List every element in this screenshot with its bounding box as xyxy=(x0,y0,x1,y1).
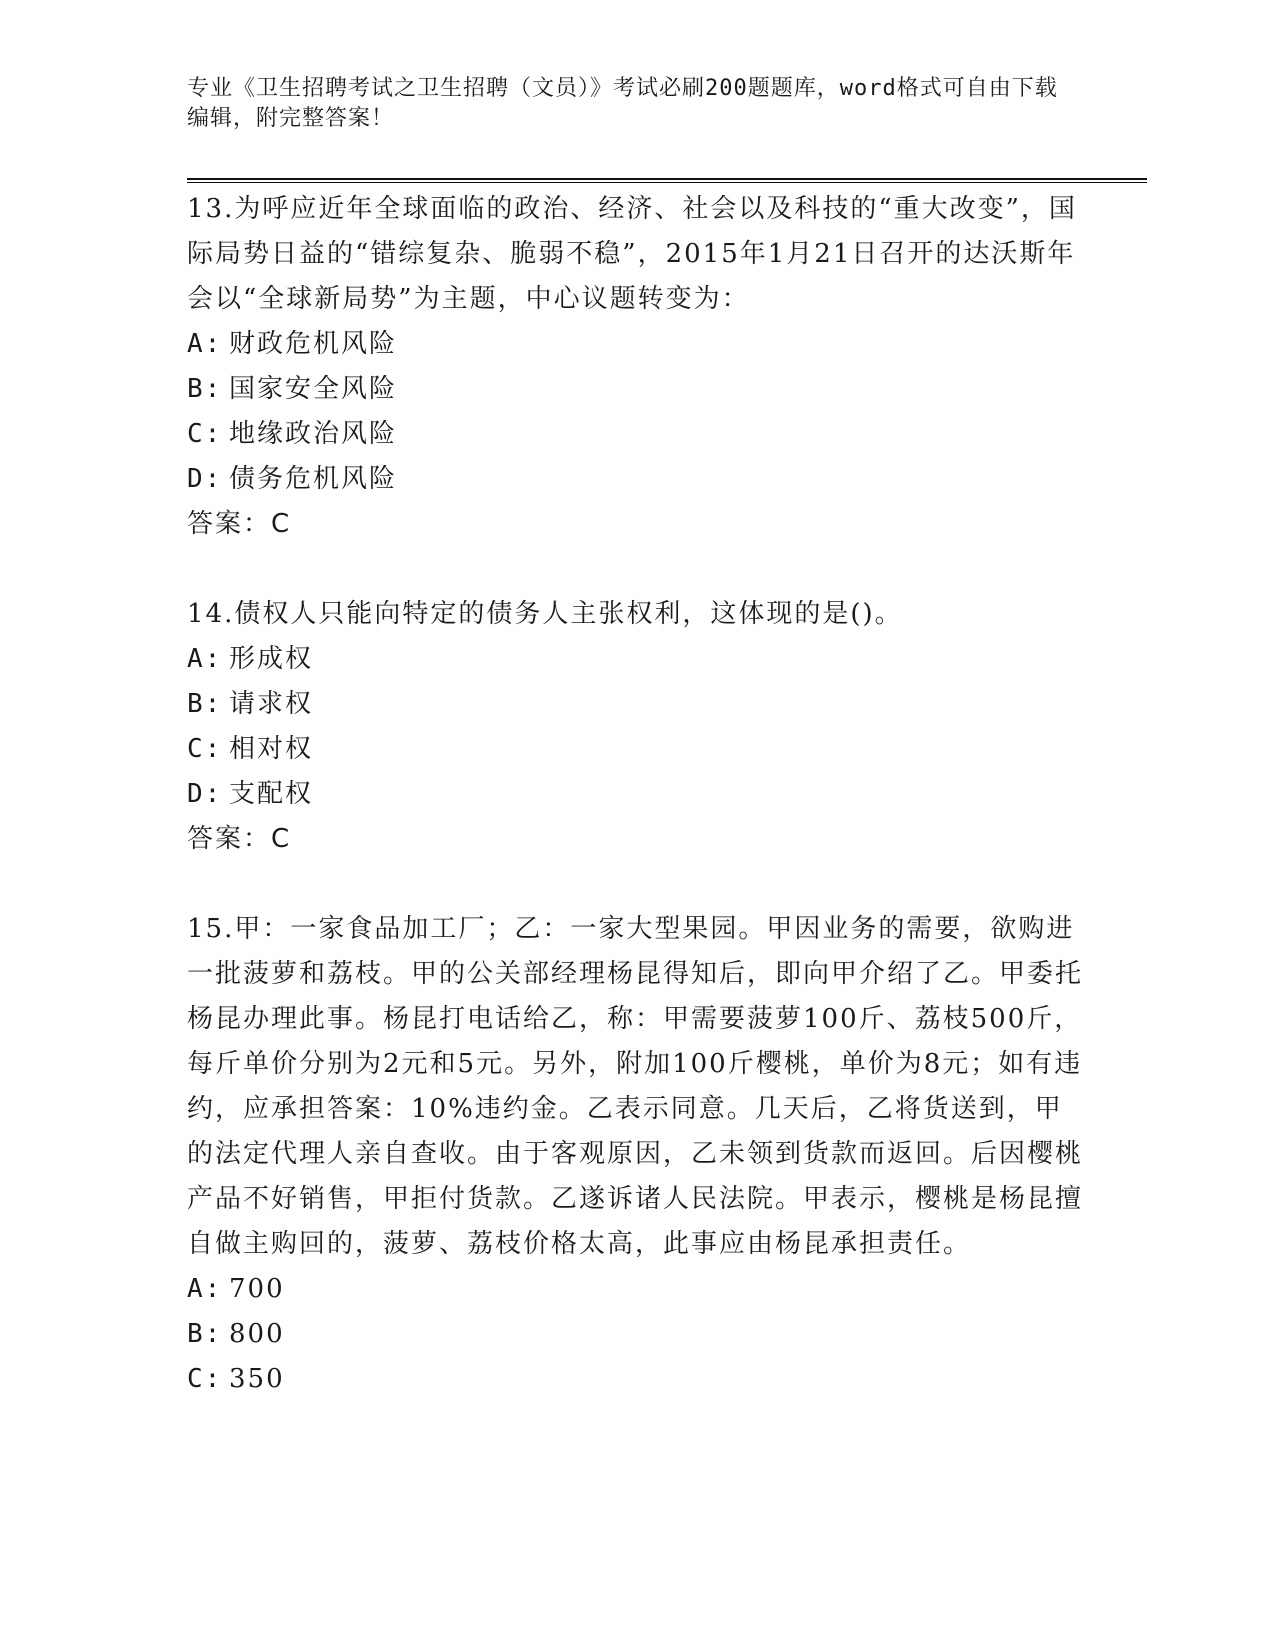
option-b xyxy=(187,682,1087,727)
option-d xyxy=(187,772,1087,817)
header-divider-thin xyxy=(187,182,1147,183)
option-letter: A: xyxy=(187,644,223,674)
option-text: 财政危机风险 xyxy=(229,329,398,359)
question-spacer xyxy=(187,862,1087,907)
option-letter: C: xyxy=(187,1364,223,1394)
option-text: 支配权 xyxy=(229,779,314,809)
option-letter: D: xyxy=(187,464,223,494)
option-text: 相对权 xyxy=(229,734,314,764)
document-header: 专业《卫生招聘考试之卫生招聘（文员）》考试必刷200题题库，word格式可自由下载编辑，附完整答案！ xyxy=(187,76,1058,131)
option-letter: B: xyxy=(187,689,223,719)
option-text: 800 xyxy=(229,1319,285,1349)
option-text: 350 xyxy=(229,1364,285,1394)
option-c xyxy=(187,1357,1087,1402)
question-14 xyxy=(187,592,1087,862)
option-letter: C: xyxy=(187,734,223,764)
option-text: 债务危机风险 xyxy=(229,464,398,494)
option-c xyxy=(187,412,1087,457)
question-13 xyxy=(187,187,1087,547)
option-text: 地缘政治风险 xyxy=(229,419,398,449)
question-list xyxy=(187,187,1087,1402)
question-spacer xyxy=(187,547,1087,592)
question-text: 14.债权人只能向特定的债务人主张权利，这体现的是()。 xyxy=(187,599,903,629)
option-letter: A: xyxy=(187,1274,223,1304)
option-letter: C: xyxy=(187,419,223,449)
option-text: 请求权 xyxy=(229,689,314,719)
option-d xyxy=(187,457,1087,502)
header-divider-thick xyxy=(187,178,1147,180)
question-15 xyxy=(187,907,1087,1402)
option-a xyxy=(187,322,1087,367)
option-a xyxy=(187,637,1087,682)
option-c xyxy=(187,727,1087,772)
option-letter: D: xyxy=(187,779,223,809)
question-text: 15.甲：一家食品加工厂；乙：一家大型果园。甲因业务的需要，欲购进一批菠萝和荔枝。甲的公关部经理杨昆得知后，即向甲介绍了乙。甲委托杨昆办理此事。杨昆打电话给乙，称：甲需要菠萝100斤、荔枝500斤，每斤单价分别为2元和5元。另外，附加100斤樱桃，单价为8元；如有违约，应承担答案：10%违约金。乙表示同意。几天后，乙将货送到，甲的法定代理人亲自查收。由于客观原因，乙未领到货款而返回。后因樱桃产品不好销售，甲拒付货款。乙遂诉诸人民法院。甲表示，樱桃是杨昆擅自做主购回的，菠萝、荔枝价格太高，此事应由杨昆承担责任。 xyxy=(187,914,1084,1259)
option-text: 形成权 xyxy=(229,644,314,674)
option-b xyxy=(187,367,1087,412)
option-a xyxy=(187,1267,1087,1312)
option-letter: A: xyxy=(187,329,223,359)
option-text: 国家安全风险 xyxy=(229,374,398,404)
answer-line: 答案：C xyxy=(187,824,292,854)
option-b xyxy=(187,1312,1087,1357)
option-letter: B: xyxy=(187,374,223,404)
answer-line: 答案：C xyxy=(187,509,292,539)
option-text: 700 xyxy=(229,1274,285,1304)
question-text: 13.为呼应近年全球面临的政治、经济、社会以及科技的“重大改变”，国际局势日益的“错综复杂、脆弱不稳”，2015年1月21日召开的达沃斯年会以“全球新局势”为主题，中心议题转变为： xyxy=(187,194,1077,314)
option-letter: B: xyxy=(187,1319,223,1349)
